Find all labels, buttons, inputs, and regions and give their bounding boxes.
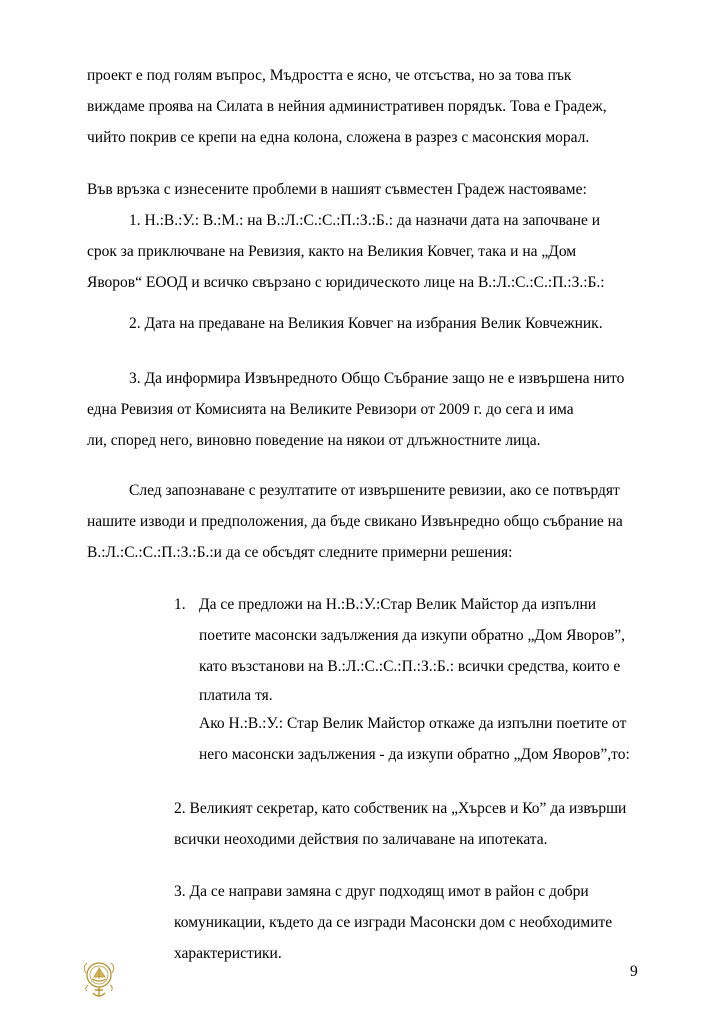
text-line: характеристики. bbox=[174, 945, 282, 962]
text-line: Да се предложи на Н.:В.:У.:Стар Велик Майстор да изпълни bbox=[199, 596, 597, 613]
text-line: чийто покрив се крепи на една колона, сложена в разрез с масонския морал. bbox=[87, 129, 590, 146]
text-line: комуникации, където да се изгради Масонски дом с необходимите bbox=[174, 914, 613, 931]
text-line: всички неоходими действия по заличаване на ипотеката. bbox=[174, 831, 548, 848]
paragraph-demand-2: 2. Дата на предаване на Великия Ковчег на избрания Велик Ковчежник. bbox=[129, 315, 603, 332]
text-line: 3. Да се направи замяна с друг подходящ имот в район с добри bbox=[174, 883, 589, 900]
page-number: 9 bbox=[630, 963, 638, 980]
text-line: виждаме проява на Силата в нейния административен порядък. Това е Градеж, bbox=[87, 98, 607, 115]
text-line: проект е под голям въпрос, Мъдростта е ясно, че отсъства, но за това пък bbox=[87, 67, 572, 84]
text-line: платила тя. bbox=[199, 687, 273, 704]
text-line: една Ревизия от Комисията на Великите Ревизори от 2009 г. до сега и има bbox=[87, 401, 574, 418]
text-line: нашите изводи и предположения, да бъде свикано Извънредно общо събрание на bbox=[87, 513, 623, 530]
text-line: 2. Великият секретар, като собственик на „Хърсев и Ко” да извърши bbox=[174, 800, 627, 817]
text-line: В.:Л.:С.:С.:П.:З.:Б.:и да се обсъдят следните примерни решения: bbox=[87, 544, 513, 561]
text-line: Яворов“ ЕООД и всичко свързано с юридическото лице на В.:Л.:С.:С.:П.:З.:Б.: bbox=[87, 274, 605, 291]
text-line: него масонски задължения - да изкупи обратно „Дом Яворов”,то: bbox=[199, 746, 630, 763]
paragraph-demands-intro: Във връзка с изнесените проблеми в нашият съвместен Градеж настояваме: bbox=[87, 181, 587, 198]
text-line: ли, според него, виновно поведение на някои от длъжностните лица. bbox=[87, 432, 541, 449]
text-line: като възстанови на В.:Л.:С.:С.:П.:З.:Б.: всички средства, които е bbox=[199, 658, 621, 675]
text-line: След запознаване с резултатите от извършените ревизии, ако се потвърдят bbox=[129, 482, 620, 499]
text-line: 3. Да информира Извънредното Общо Събрание защо не е извършена нито bbox=[129, 370, 625, 387]
text-line: 1. Н.:В.:У.: В.:М.: на В.:Л.:С.:С.:П.:З.:Б.: да назначи дата на започване и bbox=[129, 212, 601, 229]
text-line: Ако Н.:В.:У.: Стар Велик Майстор откаже да изпълни поетите от bbox=[199, 715, 627, 732]
text-line: поетите масонски задължения да изкупи обратно „Дом Яворов”, bbox=[199, 627, 626, 644]
masonic-ship-anchor-emblem-icon bbox=[78, 955, 120, 999]
list-number: 1. bbox=[174, 596, 186, 613]
text-line: срок за приключване на Ревизия, както на Великия Ковчег, така и на „Дом bbox=[87, 243, 577, 260]
